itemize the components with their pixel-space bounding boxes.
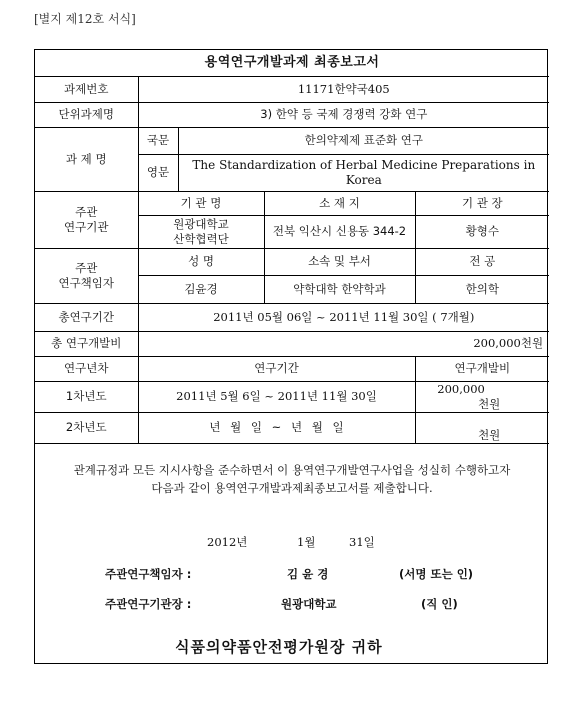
- total-budget-value: 200,000천원: [138, 331, 549, 356]
- period-column-header: 연구기간: [138, 356, 415, 381]
- researcher-major-header: 전 공: [415, 248, 549, 275]
- task-name-korean-value: 한의약제제 표준화 연구: [178, 127, 549, 154]
- date-day: 31일: [349, 534, 375, 549]
- researcher-sign-name: 김 윤 경: [287, 566, 329, 581]
- task-name-korean-label: 국문: [138, 127, 178, 154]
- task-number-label: 과제번호: [35, 76, 138, 102]
- institution-address-value: 전북 익산시 신용동 344-2: [264, 215, 415, 248]
- year-row-2-budget: [415, 412, 549, 443]
- institution-head-value: 황형수: [415, 215, 549, 248]
- lead-researcher-label-line1: 주관: [75, 260, 98, 275]
- lead-researcher-label-line2: 연구책임자: [58, 275, 115, 290]
- institution-head-header: 기 관 장: [415, 191, 549, 215]
- researcher-major-value: 한의학: [415, 275, 549, 303]
- year-row-1-unit: 천원: [478, 396, 501, 411]
- researcher-sign-placeholder: (서명 또는 인): [399, 566, 474, 581]
- researcher-name-value: 김윤경: [138, 275, 264, 303]
- task-name-label: 과 제 명: [35, 127, 138, 191]
- report-form: [34, 49, 548, 664]
- date-year: 2012년: [207, 534, 248, 549]
- lead-institution-label-line1: 주관: [75, 204, 98, 219]
- unit-task-label: 단위과제명: [35, 102, 138, 127]
- institution-name-line1: 원광대학교: [173, 216, 229, 231]
- year-row-2-label: 2차년도: [35, 412, 138, 443]
- institution-name-header: 기 관 명: [138, 191, 264, 215]
- declaration-line-1: 관계규정과 모든 지시사항을 준수하면서 이 용역연구개발연구사업을 성실히 수행하고자: [73, 462, 511, 477]
- year-row-2-period: 년 월 일 ~ 년 월 일: [138, 412, 415, 443]
- institution-address-header: 소 재 지: [264, 191, 415, 215]
- budget-column-header: 연구개발비: [415, 356, 549, 381]
- lead-institution-label-line2: 연구기관: [64, 219, 109, 234]
- year-column-header: 연구년차: [35, 356, 138, 381]
- task-number-value: 11171한약국405: [138, 76, 549, 102]
- institution-name-value: [138, 215, 264, 248]
- lead-researcher-label: [35, 248, 138, 303]
- institution-seal-placeholder: (직 인): [421, 596, 458, 611]
- unit-task-value: 3) 한약 등 국제 경쟁력 강화 연구: [138, 102, 549, 127]
- form-number-tag: [별지 제12호 서식]: [34, 12, 136, 26]
- declaration-section: [35, 444, 547, 671]
- year-row-1-budget: [415, 381, 549, 412]
- institution-sign-label: 주관연구기관장 :: [105, 596, 192, 611]
- report-title: 용역연구개발과제 최종보고서: [35, 50, 549, 76]
- researcher-dept-header: 소속 및 부서: [264, 248, 415, 275]
- year-row-1-label: 1차년도: [35, 381, 138, 412]
- institution-sign-name: 원광대학교: [281, 596, 337, 611]
- lead-institution-label: [35, 191, 138, 248]
- report-info-table: [35, 50, 549, 444]
- year-row-1-amount: 200,000: [437, 381, 485, 396]
- task-name-english-value: The Standardization of Herbal Medicine Preparations in Korea: [178, 154, 549, 191]
- researcher-name-header: 성 명: [138, 248, 264, 275]
- year-row-1-period: 2011년 5월 6일 ~ 2011년 11월 30일: [138, 381, 415, 412]
- total-budget-label: 총 연구개발비: [35, 331, 138, 356]
- researcher-sign-label: 주관연구책임자 :: [105, 566, 192, 581]
- researcher-dept-value: 약학대학 한약학과: [264, 275, 415, 303]
- addressee: 식품의약품안전평가원장 귀하: [175, 637, 383, 656]
- total-period-value: 2011년 05월 06일 ~ 2011년 11월 30일 ( 7개월): [138, 303, 549, 331]
- declaration-line-2: 다음과 같이 용역연구개발과제최종보고서를 제출합니다.: [151, 480, 433, 495]
- institution-name-line2: 산학협력단: [173, 231, 229, 246]
- year-row-2-unit: 천원: [478, 427, 501, 442]
- date-month: 1월: [297, 534, 316, 549]
- total-period-label: 총연구기간: [35, 303, 138, 331]
- task-name-english-label: 영문: [138, 154, 178, 191]
